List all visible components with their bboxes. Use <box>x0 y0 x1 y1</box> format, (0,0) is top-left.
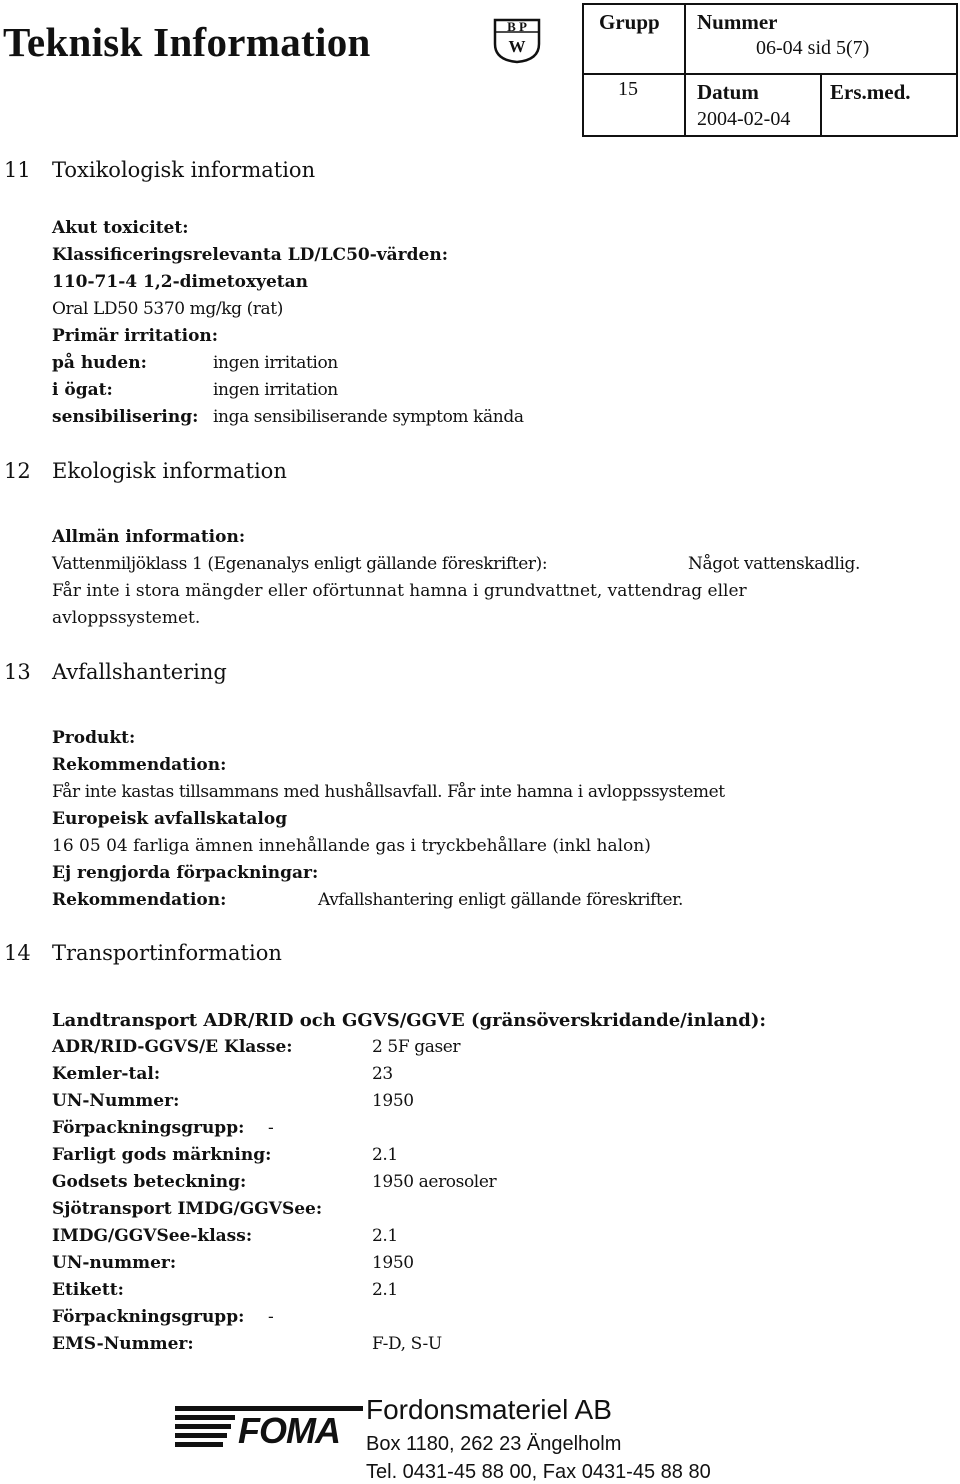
general-info-heading: Allmän information: <box>52 527 246 547</box>
section-12-number: 12 <box>4 459 31 483</box>
document-title: Teknisk Information <box>3 19 371 65</box>
transport-label: Etikett: <box>52 1280 124 1300</box>
grupp-value: 15 <box>618 78 638 100</box>
ersmed-label: Ers.med. <box>830 80 911 104</box>
transport-label: Kemler-tal: <box>52 1064 161 1084</box>
section-13-title: Avfallshantering <box>52 660 227 684</box>
bp-logo-icon <box>489 14 545 64</box>
transport-label: Förpackningsgrupp: <box>52 1307 245 1327</box>
eye-value: ingen irritation <box>213 380 338 400</box>
skin-label: på huden: <box>52 353 147 373</box>
transport-label: UN-Nummer: <box>52 1091 180 1111</box>
section-11-number: 11 <box>4 158 31 182</box>
transport-value: 2.1 <box>372 1226 398 1246</box>
sensitization-label: sensibilisering: <box>52 407 199 427</box>
transport-label: Godsets beteckning: <box>52 1172 247 1192</box>
company-name: Fordonsmateriel AB <box>366 1394 612 1425</box>
section-13-number: 13 <box>4 660 31 684</box>
transport-value: 23 <box>372 1064 393 1084</box>
transport-label: UN-nummer: <box>52 1253 177 1273</box>
transport-label: IMDG/GGVSee-klass: <box>52 1226 253 1246</box>
primary-irritation-heading: Primär irritation: <box>52 326 219 346</box>
svg-text:W: W <box>508 37 526 56</box>
svg-text:B P: B P <box>507 19 527 34</box>
transport-value: 1950 <box>372 1253 414 1273</box>
transport-label: Förpackningsgrupp: <box>52 1118 245 1138</box>
transport-value: 2.1 <box>372 1145 398 1165</box>
eye-label: i ögat: <box>52 380 113 400</box>
company-phone: Tel. 0431-45 88 00, Fax 0431-45 88 80 <box>366 1461 711 1483</box>
eco-text-line-2: avloppssystemet. <box>52 608 201 628</box>
ld-lc50-heading: Klassificeringsrelevanta LD/LC50-värden: <box>52 245 448 265</box>
transport-value: 1950 aerosoler <box>372 1172 497 1192</box>
recommendation-2-value: Avfallshantering enligt gällande föreskrifter. <box>318 890 684 910</box>
transport-value: - <box>268 1307 274 1327</box>
section-14-number: 14 <box>4 941 31 965</box>
recommendation-text: Får inte kastas tillsammans med hushållsavfall. Får inte hamna i avloppssystemet <box>52 782 725 802</box>
acute-toxicity-heading: Akut toxicitet: <box>52 218 189 238</box>
skin-value: ingen irritation <box>213 353 338 373</box>
product-heading: Produkt: <box>52 728 136 748</box>
transport-label: EMS-Nummer: <box>52 1334 194 1354</box>
substance-line: 110-71-4 1,2-dimetoxyetan <box>52 272 309 292</box>
datum-value: 2004-02-04 <box>697 108 791 130</box>
section-11-title: Toxikologisk information <box>52 158 316 182</box>
transport-label: ADR/RID-GGVS/E Klasse: <box>52 1037 293 1057</box>
land-transport-heading: Landtransport ADR/RID och GGVS/GGVE (gränsöverskridande/inland): <box>52 1010 766 1031</box>
transport-value: 2.1 <box>372 1280 398 1300</box>
nummer-value: 06-04 sid 5(7) <box>756 37 870 59</box>
company-address: Box 1180, 262 23 Ängelholm <box>366 1433 622 1455</box>
recommendation-heading: Rekommendation: <box>52 755 227 775</box>
foma-logo: FOMA <box>238 1410 340 1451</box>
water-class-value: Något vattenskadlig. <box>688 554 860 574</box>
section-12-title: Ekologisk information <box>52 459 287 483</box>
eco-text-line-1: Får inte i stora mängder eller oförtunnat hamna i grundvattnet, vattendrag eller <box>52 581 747 601</box>
water-class-line: Vattenmiljöklass 1 (Egenanalys enligt gällande föreskrifter): <box>52 554 548 574</box>
transport-value: 2 5F gaser <box>372 1037 461 1057</box>
sensitization-value: inga sensibiliserande symptom kända <box>213 407 524 427</box>
section-14-title: Transportinformation <box>52 941 282 965</box>
waste-catalog-heading: Europeisk avfallskatalog <box>52 809 288 829</box>
oral-ld50-line: Oral LD50 5370 mg/kg (rat) <box>52 299 283 319</box>
grupp-label: Grupp <box>599 10 660 34</box>
transport-label: Farligt gods märkning: <box>52 1145 272 1165</box>
sea-transport-heading: Sjötransport IMDG/GGVSee: <box>52 1199 323 1219</box>
waste-catalog-text: 16 05 04 farliga ämnen innehållande gas i tryckbehållare (inkl halon) <box>52 836 651 856</box>
nummer-label: Nummer <box>697 10 778 34</box>
transport-value: F-D, S-U <box>372 1334 442 1354</box>
transport-value: 1950 <box>372 1091 414 1111</box>
datum-label: Datum <box>697 80 759 104</box>
recommendation-2-label: Rekommendation: <box>52 890 227 910</box>
transport-value: - <box>268 1118 274 1138</box>
unclean-packaging-heading: Ej rengjorda förpackningar: <box>52 863 319 883</box>
